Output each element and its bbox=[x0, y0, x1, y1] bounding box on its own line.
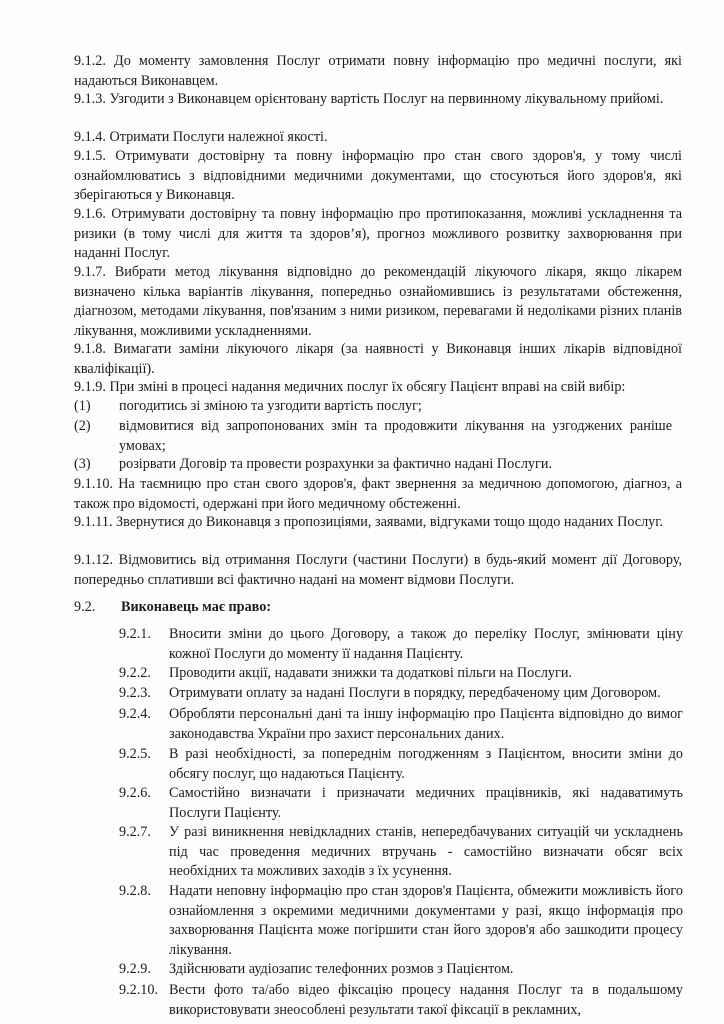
clause-9-1-11: 9.1.11. Звернутися до Виконавця з пропозиціями, заявами, відгуками тощо щодо наданих Послуг. bbox=[74, 514, 664, 530]
clause-number: 9.2.6. bbox=[119, 785, 151, 801]
enum-item-number: (1) bbox=[74, 398, 91, 414]
clause-9-1-3: 9.1.3. Узгодити з Виконавцем орієнтовану вартість Послуг на первинному лікувальному прийомі. bbox=[74, 91, 664, 107]
clause-9-1-7: 9.1.7. Вибрати метод лікування відповідно до рекомендацій лікуючого лікаря, якщо лікарем визначено кілька варіантів лікування, попередньо ознайомившись із результатами обстеження, діагнозом, методами лікування, пов'язаним з ними ризиком, перевагами й недоліками різних планів лікування, можливими ускладненнями. bbox=[74, 264, 682, 339]
clause-9-1-8: 9.1.8. Вимагати заміни лікуючого лікаря (за наявності у Виконавця інших лікарів відповідної кваліфікації). bbox=[74, 341, 682, 377]
clause-text: Надати неповну інформацію про стан здоров'я Пацієнта, обмежити можливість його ознайомлення з окремими медичними документами у разі, якщо інформація про захворювання Пацієнта може погіршити стан його здоров'я або зашкодити процесу лікування. bbox=[169, 883, 683, 958]
clause-number: 9.2.1. bbox=[119, 626, 151, 642]
clause-number: 9.2.4. bbox=[119, 706, 151, 722]
clause-text: Вести фото та/або відео фіксацію процесу надання Послуг та в подальшому використовувати знеособлені результати такої фіксації в рекламних, bbox=[169, 982, 683, 1018]
clause-number: 9.2.5. bbox=[119, 746, 151, 762]
clause-9-1-6: 9.1.6. Отримувати достовірну та повну інформацію про протипоказання, можливі ускладнення та ризики (в тому числі для життя та здоров’я), прогноз можливого розвитку захворювання при наданні Послуг. bbox=[74, 206, 682, 262]
enum-item-text: відмовитися від запропонованих змін та продовжити лікування на узгоджених раніше умовах; bbox=[119, 418, 672, 454]
clause-number: 9.2.10. bbox=[119, 982, 159, 998]
section-number: 9.2. bbox=[74, 599, 96, 615]
clause-text: Здійснювати аудіозапис телефонних розмов з Пацієнтом. bbox=[169, 961, 514, 977]
section-title: Виконавець має право: bbox=[121, 599, 272, 615]
enum-item-text: погодитись зі зміною та узгодити вартість послуг; bbox=[119, 398, 422, 414]
enum-item-number: (3) bbox=[74, 456, 91, 472]
clause-text: Вносити зміни до цього Договору, а також до переліку Послуг, змінювати ціну кожної Послуги до моменту її надання Пацієнту. bbox=[169, 626, 683, 662]
clause-9-1-9: 9.1.9. При зміні в процесі надання медичних послуг їх обсягу Пацієнт вправі на свій вибір: bbox=[74, 379, 626, 395]
clause-number: 9.2.7. bbox=[119, 824, 151, 840]
enum-item-text: розірвати Договір та провести розрахунки за фактично надані Послуги. bbox=[119, 456, 552, 472]
clause-9-1-2: 9.1.2. До моменту замовлення Послуг отримати повну інформацію про медичні послуги, які надаються Виконавцем. bbox=[74, 53, 682, 89]
clause-9-1-4: 9.1.4. Отримати Послуги належної якості. bbox=[74, 129, 328, 145]
clause-text: У разі виникнення невідкладних станів, непередбачуваних ситуацій чи ускладнень під час проведення медичних втручань - самостійно визначати обсяг всіх необхідних та можливих заходів з їх усунення. bbox=[169, 824, 683, 880]
clause-9-1-10: 9.1.10. На таємницю про стан свого здоров'я, факт звернення за медичною допомогою, діагноз, а також про відомості, одержані при його медичному обстеженні. bbox=[74, 476, 682, 512]
clause-text: Отримувати оплату за надані Послуги в порядку, передбаченому цим Договором. bbox=[169, 685, 661, 701]
clause-text: Обробляти персональні дані та іншу інформацію про Пацієнта відповідно до вимог законодавства України про захист персональних даних. bbox=[169, 706, 683, 742]
clause-number: 9.2.3. bbox=[119, 685, 151, 701]
clause-text: Самостійно визначати і призначати медичних працівників, які надаватимуть Послуги Пацієнту. bbox=[169, 785, 683, 821]
enum-item-number: (2) bbox=[74, 418, 91, 434]
clause-text: В разі необхідності, за попереднім погодженням з Пацієнтом, вносити зміни до обсягу послуг, що надаються Пацієнту. bbox=[169, 746, 683, 782]
clause-9-1-5: 9.1.5. Отримувати достовірну та повну інформацію про стан свого здоров'я, у тому числі ознайомлюватись з відповідними медичними документами, що стосуються його здоров'я, які зберігаються у Виконавця. bbox=[74, 148, 682, 204]
clause-text: Проводити акції, надавати знижки та додаткові пільги на Послуги. bbox=[169, 665, 572, 681]
clause-number: 9.2.8. bbox=[119, 883, 151, 899]
clause-number: 9.2.2. bbox=[119, 665, 151, 681]
clause-9-1-12: 9.1.12. Відмовитись від отримання Послуги (частини Послуги) в будь-який момент дії Договору, попередньо сплативши всі фактично надані на момент відмови Послуги. bbox=[74, 552, 682, 588]
clause-number: 9.2.9. bbox=[119, 961, 151, 977]
